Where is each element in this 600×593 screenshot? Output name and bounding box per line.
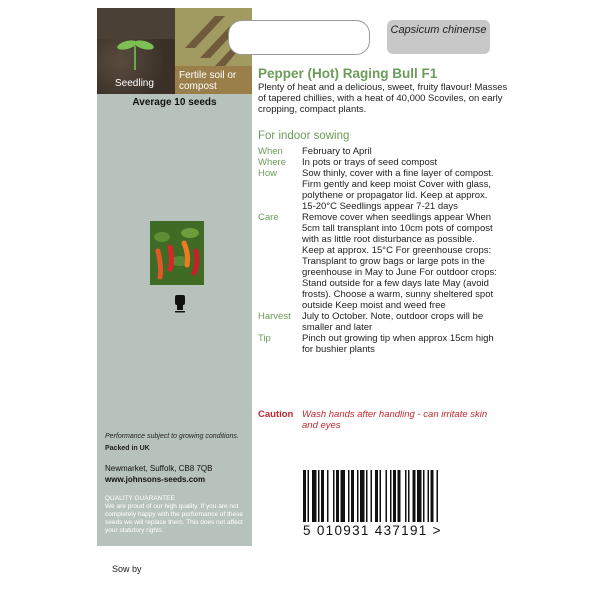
chilli-plant-photo: [150, 221, 204, 285]
row-harvest: [258, 311, 498, 333]
row-key: Where: [258, 157, 286, 168]
row-how: [258, 168, 498, 212]
row-when: [258, 146, 498, 157]
performance-note: Performance subject to growing conditions.: [105, 433, 239, 440]
instructions: [258, 146, 498, 355]
barcode-number: 5 010931 437191 >: [303, 523, 442, 538]
row-value: July to October. Note, outdoor crops will be smaller and later: [302, 311, 484, 333]
row-value: Sow thinly, cover with a fine layer of compost. Firm gently and keep moist Cover with glass, polythene or propagator lid. Keep at approx. 15-20°C Seedlings appear 7-21 days: [302, 168, 494, 212]
row-key: Harvest: [258, 311, 291, 322]
latin-name: Capsicum chinense: [387, 20, 490, 54]
row-key: Care: [258, 212, 279, 223]
website: www.johnsons-seeds.com: [105, 475, 206, 484]
address-line: Newmarket, Suffolk, CB8 7QB: [105, 464, 213, 473]
seedling-image: [97, 8, 175, 94]
row-where: [258, 157, 498, 168]
hand-sow-icon: [174, 293, 186, 313]
row-tip: [258, 333, 498, 355]
row-care: [258, 212, 498, 311]
company-address: [105, 463, 212, 485]
product-title: Pepper (Hot) Raging Bull F1: [258, 66, 438, 81]
row-value: In pots or trays of seed compost: [302, 157, 438, 168]
left-panel: [97, 8, 252, 546]
row-value: February to April: [302, 146, 372, 157]
caution-key: Caution: [258, 409, 294, 420]
sow-by-label: Sow by: [112, 564, 142, 574]
section-title: For indoor sowing: [258, 130, 350, 142]
quality-guarantee-title: QUALITY GUARANTEE: [105, 495, 175, 502]
average-seeds: Average 10 seeds: [132, 97, 217, 108]
row-key: When: [258, 146, 283, 157]
caution-text: Wash hands after handling - can irritate skin and eyes: [302, 409, 488, 431]
row-value: Remove cover when seedlings appear When 5cm tall transplant into 10cm pots of compost with as little root disturbance as possible. Keep at approx. 15°C For greenhouse crops: Transplant to grow bags or large pots in the greenhouse in May to June For outdoor crops: Stand outside for a few days late May (avoid frosts). Choose a warm, sunny sheltered spot outside Keep moist and weed free: [302, 212, 497, 311]
product-intro: Plenty of heat and a delicious, sweet, fruity flavour! Masses of tapered chillies, with a heat of 40,000 Scoviles, on early cropping, compact plants.: [258, 82, 508, 115]
row-value: Pinch out growing tip when approx 15cm high for bushier plants: [302, 333, 494, 355]
quality-guarantee-text: We are proud of our high quality. If you are not completely happy with the performance of these seeds we will replace them. This does not affect your statutory rights.: [105, 503, 244, 534]
seedling-label: Seedling: [115, 78, 154, 89]
caution: [258, 409, 498, 431]
blank-label-box: [228, 20, 370, 55]
barcode: [303, 470, 488, 525]
row-key: Tip: [258, 333, 271, 344]
row-key: How: [258, 168, 278, 179]
soil-label: Fertile soil or compost: [179, 70, 237, 92]
packed-in: Packed in UK: [105, 445, 150, 452]
